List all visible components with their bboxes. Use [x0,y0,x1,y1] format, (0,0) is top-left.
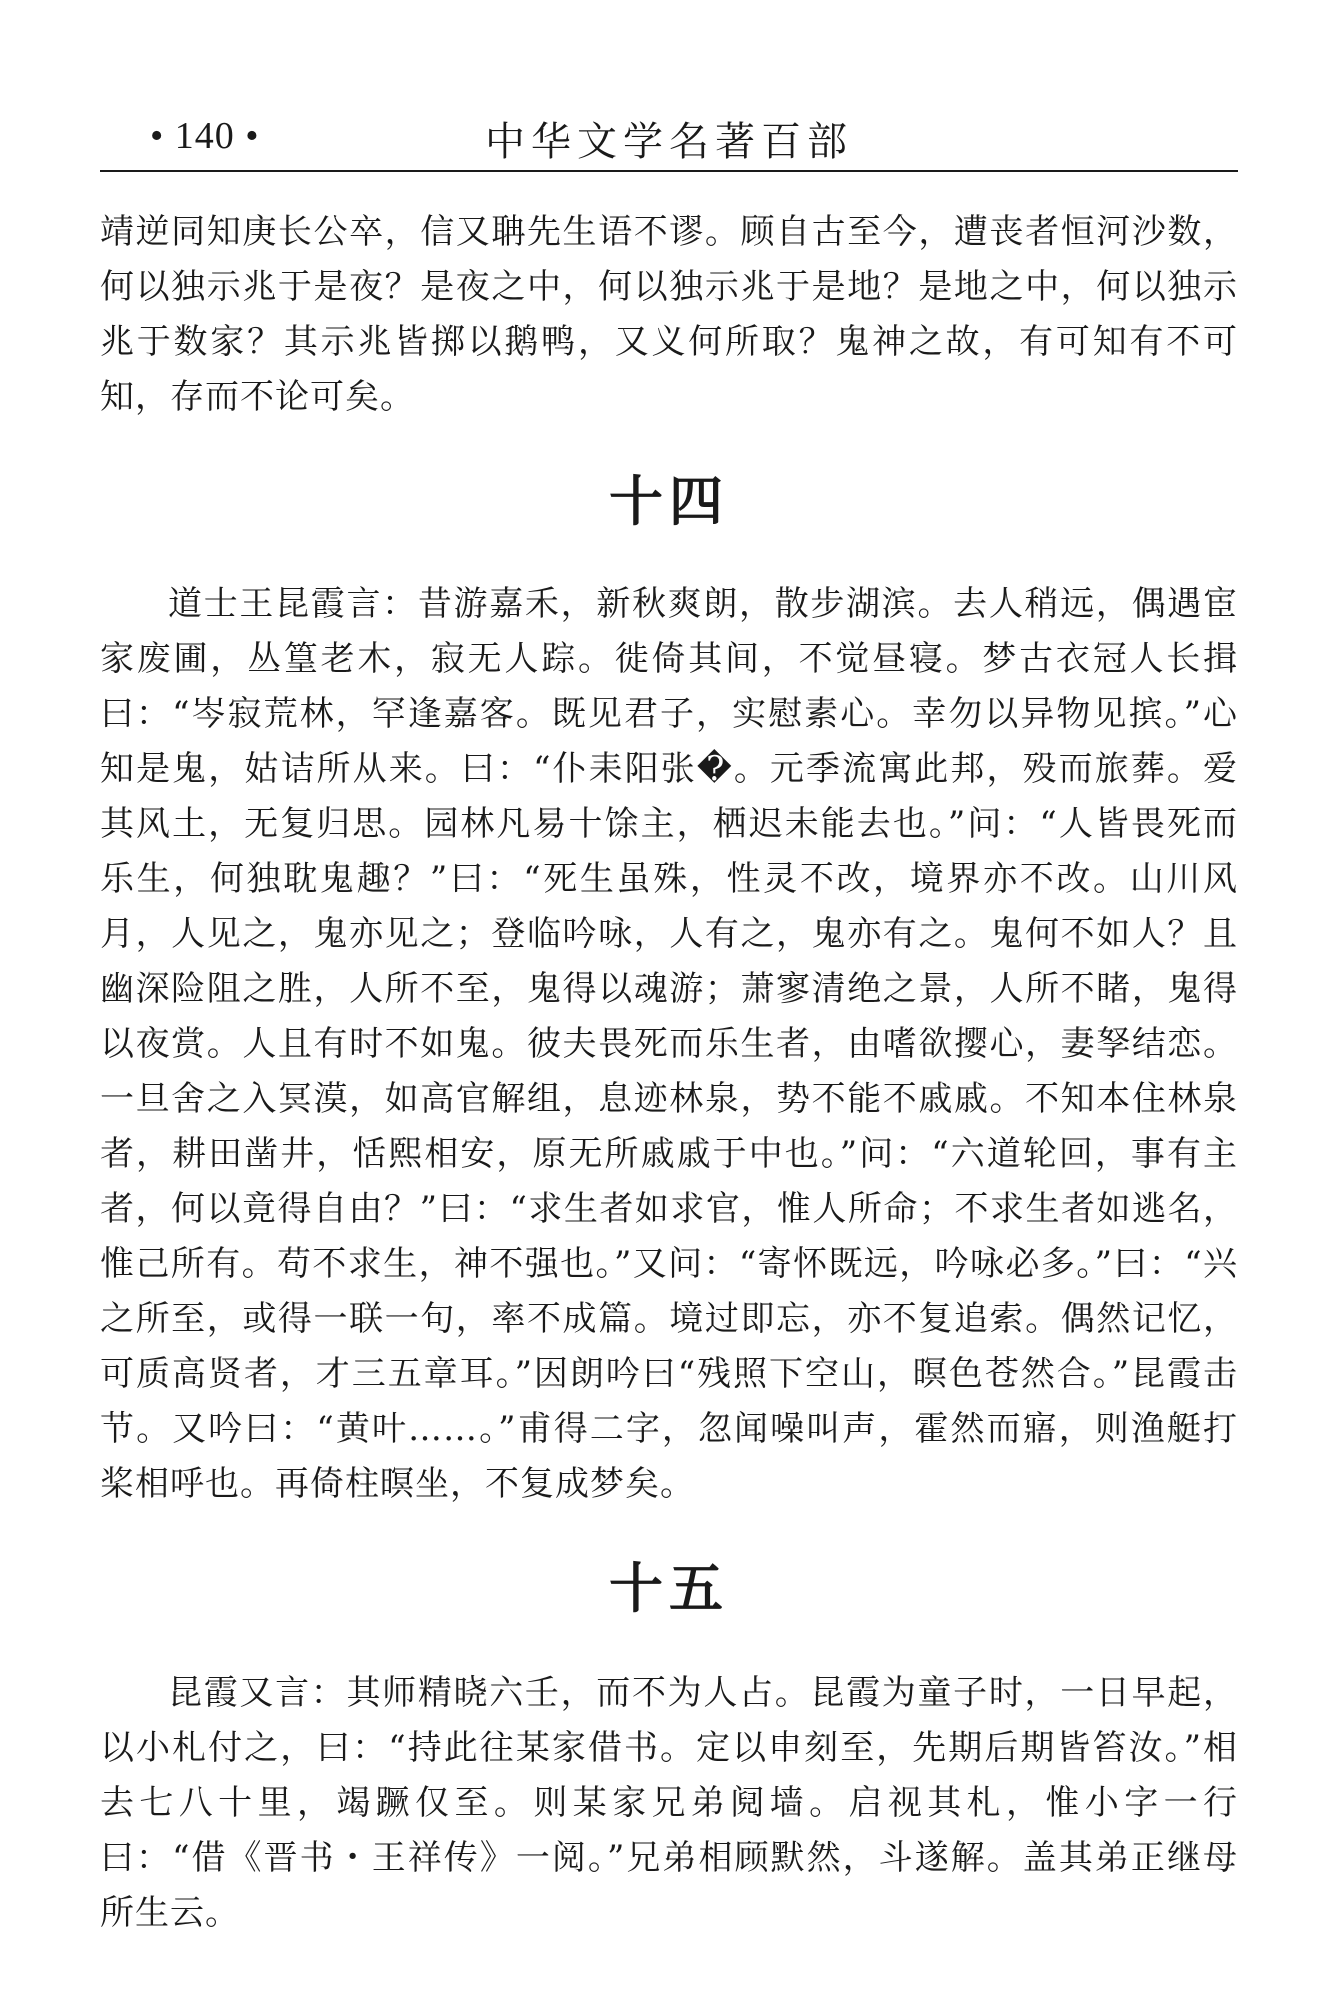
running-title: 中华文学名著百部 [485,119,853,165]
section-title-15: 十五 [609,1557,729,1620]
section-title-14: 十四 [609,470,729,533]
intro-paragraph: 靖逆同知庚长公卒，信又聃先生语不谬。顾自古至今，遭丧者恒河沙数，何以独示兆于是夜？是夜之中，何以独示兆于是地？是地之中，何以独示兆于数家？其示兆皆掷以鹅鸭，又义何所取？鬼神之故，有可知有不可知，存而不论可矣。 [100,212,1238,417]
page-body [100,205,1238,1941]
page-number: • 140 • [150,115,260,157]
page-header [100,108,1238,172]
section-15-paragraph: 昆霞又言：其师精晓六壬，而不为人占。昆霞为童子时，一日早起，以小札付之，曰：“持此往某家借书。定以申刻至，先期后期皆笞汝。”相去七八十里，竭蹶仅至。则某家兄弟阋墙。启视其札，惟小字一行曰：“借《晋书・王祥传》一阅。”兄弟相顾默然，斗遂解。盖其弟正继母所生云。 [100,1673,1238,1933]
section-14-paragraph: 道士王昆霞言：昔游嘉禾，新秋爽朗，散步湖滨。去人稍远，偶遇宦家废圃，丛篁老木，寂无人踪。徙倚其间，不觉昼寝。梦古衣冠人长揖曰：“岑寂荒林，罕逢嘉客。既见君子，实慰素心。幸勿以异物见摈。”心知是鬼，姑诘所从来。曰：“仆耒阳张�。元季流寓此邦，殁而旅葬。爱其风土，无复归思。园林凡易十馀主，栖迟未能去也。”问：“人皆畏死而乐生，何独耽鬼趣？”曰：“死生虽殊，性灵不改，境界亦不改。山川风月，人见之，鬼亦见之；登临吟咏，人有之，鬼亦有之。鬼何不如人？且幽深险阻之胜，人所不至，鬼得以魂游；萧寥清绝之景，人所不睹，鬼得以夜赏。人且有时不如鬼。彼夫畏死而乐生者，由嗜欲撄心，妻孥结恋。一旦舍之入冥漠，如高官解组，息迹林泉，势不能不戚戚。不知本住林泉者，耕田凿井，恬熙相安，原无所戚戚于中也。”问：“六道轮回，事有主者，何以竟得自由？”曰：“求生者如求官，惟人所命；不求生者如逃名，惟己所有。苟不求生，神不强也。”又问：“寄怀既远，吟咏必多。”曰：“兴之所至，或得一联一句，率不成篇。境过即忘，亦不复追索。偶然记忆，可质高贤者，才三五章耳。”因朗吟曰“残照下空山，暝色苍然合。”昆霞击节。又吟曰：“黄叶……。”甫得二字，忽闻噪叫声，霍然而寤，则渔艇打桨相呼也。再倚柱暝坐，不复成梦矣。 [100,584,1238,1504]
header-rule [100,170,1238,172]
